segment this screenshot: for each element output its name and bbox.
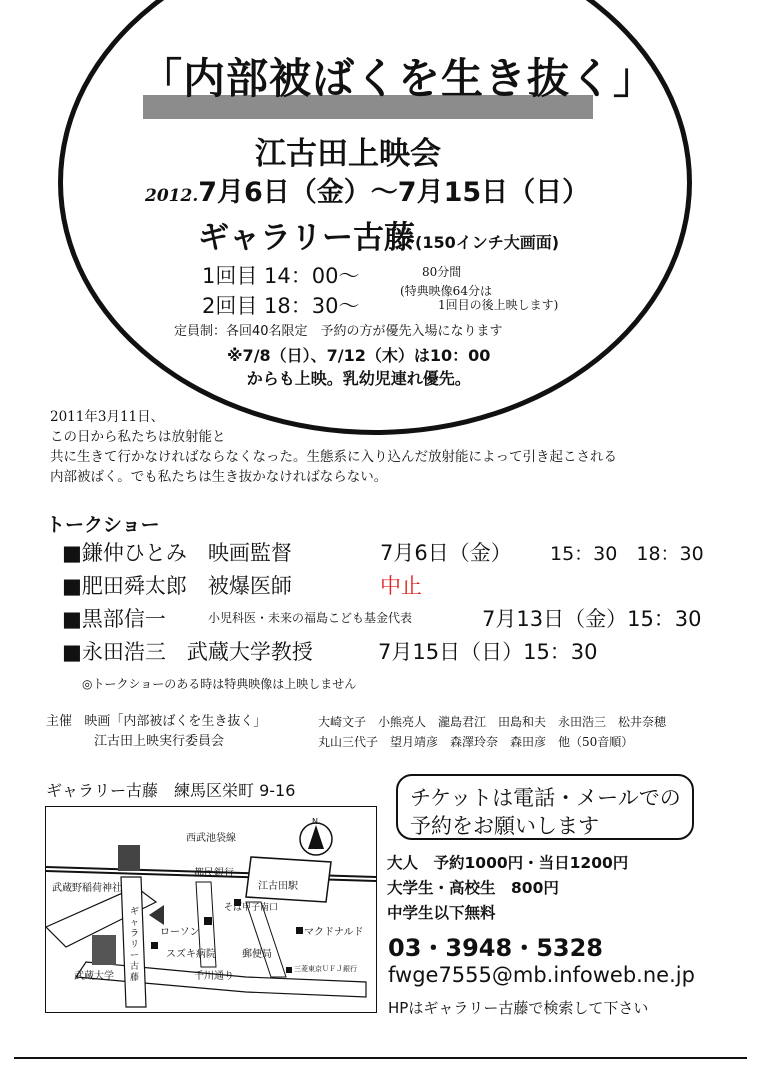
- talk-note: ◎トークショーのある時は特典映像は上映しません: [82, 677, 357, 691]
- price-adult: 大人 予約1000円・当日1200円: [387, 854, 629, 872]
- map-gallery-label: ギャラリー古藤: [130, 907, 140, 983]
- organizer: [46, 712, 266, 752]
- talk-speaker: ■肥田舜太郎 被爆医師: [62, 574, 292, 598]
- duration: 80分間: [422, 265, 462, 279]
- map-shop-mufg: 三菱東京ＵＦＪ銀行: [294, 965, 357, 973]
- talk-date: 7月6日（金）: [380, 541, 512, 565]
- talk-item-1: [62, 537, 704, 567]
- university-icon: [92, 935, 116, 965]
- bottom-divider: [14, 1057, 747, 1059]
- talk-time: 15：30 18：30: [550, 543, 704, 565]
- talk-heading: トークショー: [46, 514, 160, 536]
- map-shop-post: 郵便局: [242, 949, 272, 960]
- event-subtitle: 江古田上映会: [255, 136, 441, 172]
- talk-speaker: ■鎌仲ひとみ 映画監督: [62, 541, 292, 565]
- talk-cancelled: 中止: [380, 574, 422, 598]
- intro-text: [50, 407, 617, 487]
- talk-item-4: [62, 636, 598, 666]
- map-shop-bank: 都民銀行: [194, 868, 234, 879]
- show-time-2: 2回目 18：30～: [202, 294, 360, 318]
- talk-role: 小児科医・未来の福島こども基金代表: [208, 611, 413, 625]
- shop-marker-icon: [204, 917, 212, 925]
- ticket-box-line1: チケットは電話・メールでの: [410, 786, 681, 810]
- talk-date: 7月15日（日）15：30: [378, 640, 598, 664]
- talk-speaker: ■永田浩三 武蔵大学教授: [62, 640, 313, 664]
- ticket-box-line2: 予約をお願いします: [410, 814, 599, 838]
- intro-line4: 内部被ばく。でも私たちは生き抜かなければならない。: [50, 469, 388, 485]
- intro-line3: 共に生きて行かなければならなくなった。生態系に入り込んだ放射能によって引き起こされる: [50, 449, 617, 465]
- access-map: [45, 806, 377, 1013]
- intro-line1: 2011年3月11日、: [50, 409, 165, 425]
- talk-item-2: [62, 570, 422, 600]
- price-child: 中学生以下無料: [387, 904, 496, 922]
- map-shop-lawson: ローソン: [160, 927, 200, 938]
- map-shop-mcdonalds: マクドナルド: [304, 927, 364, 938]
- venue-note: (150インチ大画面): [415, 233, 560, 252]
- contact-phone[interactable]: 03・3948・5328: [388, 934, 603, 962]
- bonus-note-1: (特典映像64分は: [400, 284, 492, 298]
- contact-email[interactable]: fwge7555@mb.infoweb.ne.jp: [388, 963, 695, 987]
- talk-date: 7月13日（金）15：30: [482, 607, 702, 631]
- page-title: 「内部被ばくを生き抜く」: [140, 54, 657, 103]
- road-4: [246, 902, 286, 977]
- show-time-1: 1回目 14：00～: [202, 264, 360, 288]
- organizer-line2: 江古田上映実行委員会: [94, 734, 225, 749]
- venue-address: ギャラリー古藤 練馬区栄町 9-16: [46, 781, 296, 800]
- members-line1: 大崎文子 小熊亮人 瀧島君江 田島和夫 永田浩三 松井奈穂: [318, 715, 667, 729]
- ticket-box: [396, 774, 694, 840]
- extra-screening: [227, 344, 490, 390]
- extra-screening-line2: からも上映。乳幼児連れ優先。: [246, 369, 471, 388]
- organizer-members: [318, 712, 666, 752]
- talk-item-3: [62, 603, 702, 633]
- map-railway-label: 西武池袋線: [186, 833, 236, 844]
- intro-line2: この日から私たちは放射能と: [50, 429, 226, 445]
- map-station-label: 江古田駅: [258, 881, 298, 892]
- hp-note: HPはギャラリー古藤で検索して下さい: [388, 999, 649, 1017]
- organizer-label: 主催: [46, 714, 73, 729]
- capacity-note: 定員制：各回40名限定 予約の方が優先入場になります: [174, 324, 503, 339]
- event-year: 2012.: [145, 186, 199, 206]
- venue: [198, 212, 559, 257]
- map-north-label: N: [312, 817, 318, 826]
- gallery-marker-icon: [149, 905, 164, 925]
- map-shop-hospital: スズキ病院: [166, 949, 216, 960]
- map-shrine-label: 武蔵野稲荷神社: [52, 883, 122, 894]
- organizer-line1: 映画「内部被ばくを生き抜く」: [84, 714, 267, 729]
- north-arrow: [308, 825, 324, 849]
- price-student: 大学生・高校生 800円: [387, 879, 559, 897]
- map-university-label: 武蔵大学: [74, 971, 114, 982]
- event-dates: [145, 170, 589, 209]
- shrine-icon: [118, 845, 140, 871]
- bonus-note-2: 1回目の後上映します): [438, 298, 559, 312]
- venue-name: ギャラリー古藤: [198, 220, 415, 256]
- members-line2: 丸山三代子 望月靖彦 森澤玲奈 森田彦 他（50音順）: [318, 735, 634, 749]
- ticket-prices: [387, 851, 628, 926]
- talk-speaker: ■黒部信一: [62, 607, 166, 631]
- map-shop-soba: そば甲子南口: [224, 903, 279, 913]
- event-date-range: 7月6日（金）～7月15日（日）: [198, 177, 590, 208]
- extra-screening-line1: ※7/8（日）、7/12（木）は10：00: [227, 346, 491, 365]
- map-river-label: 千川通り: [194, 971, 234, 982]
